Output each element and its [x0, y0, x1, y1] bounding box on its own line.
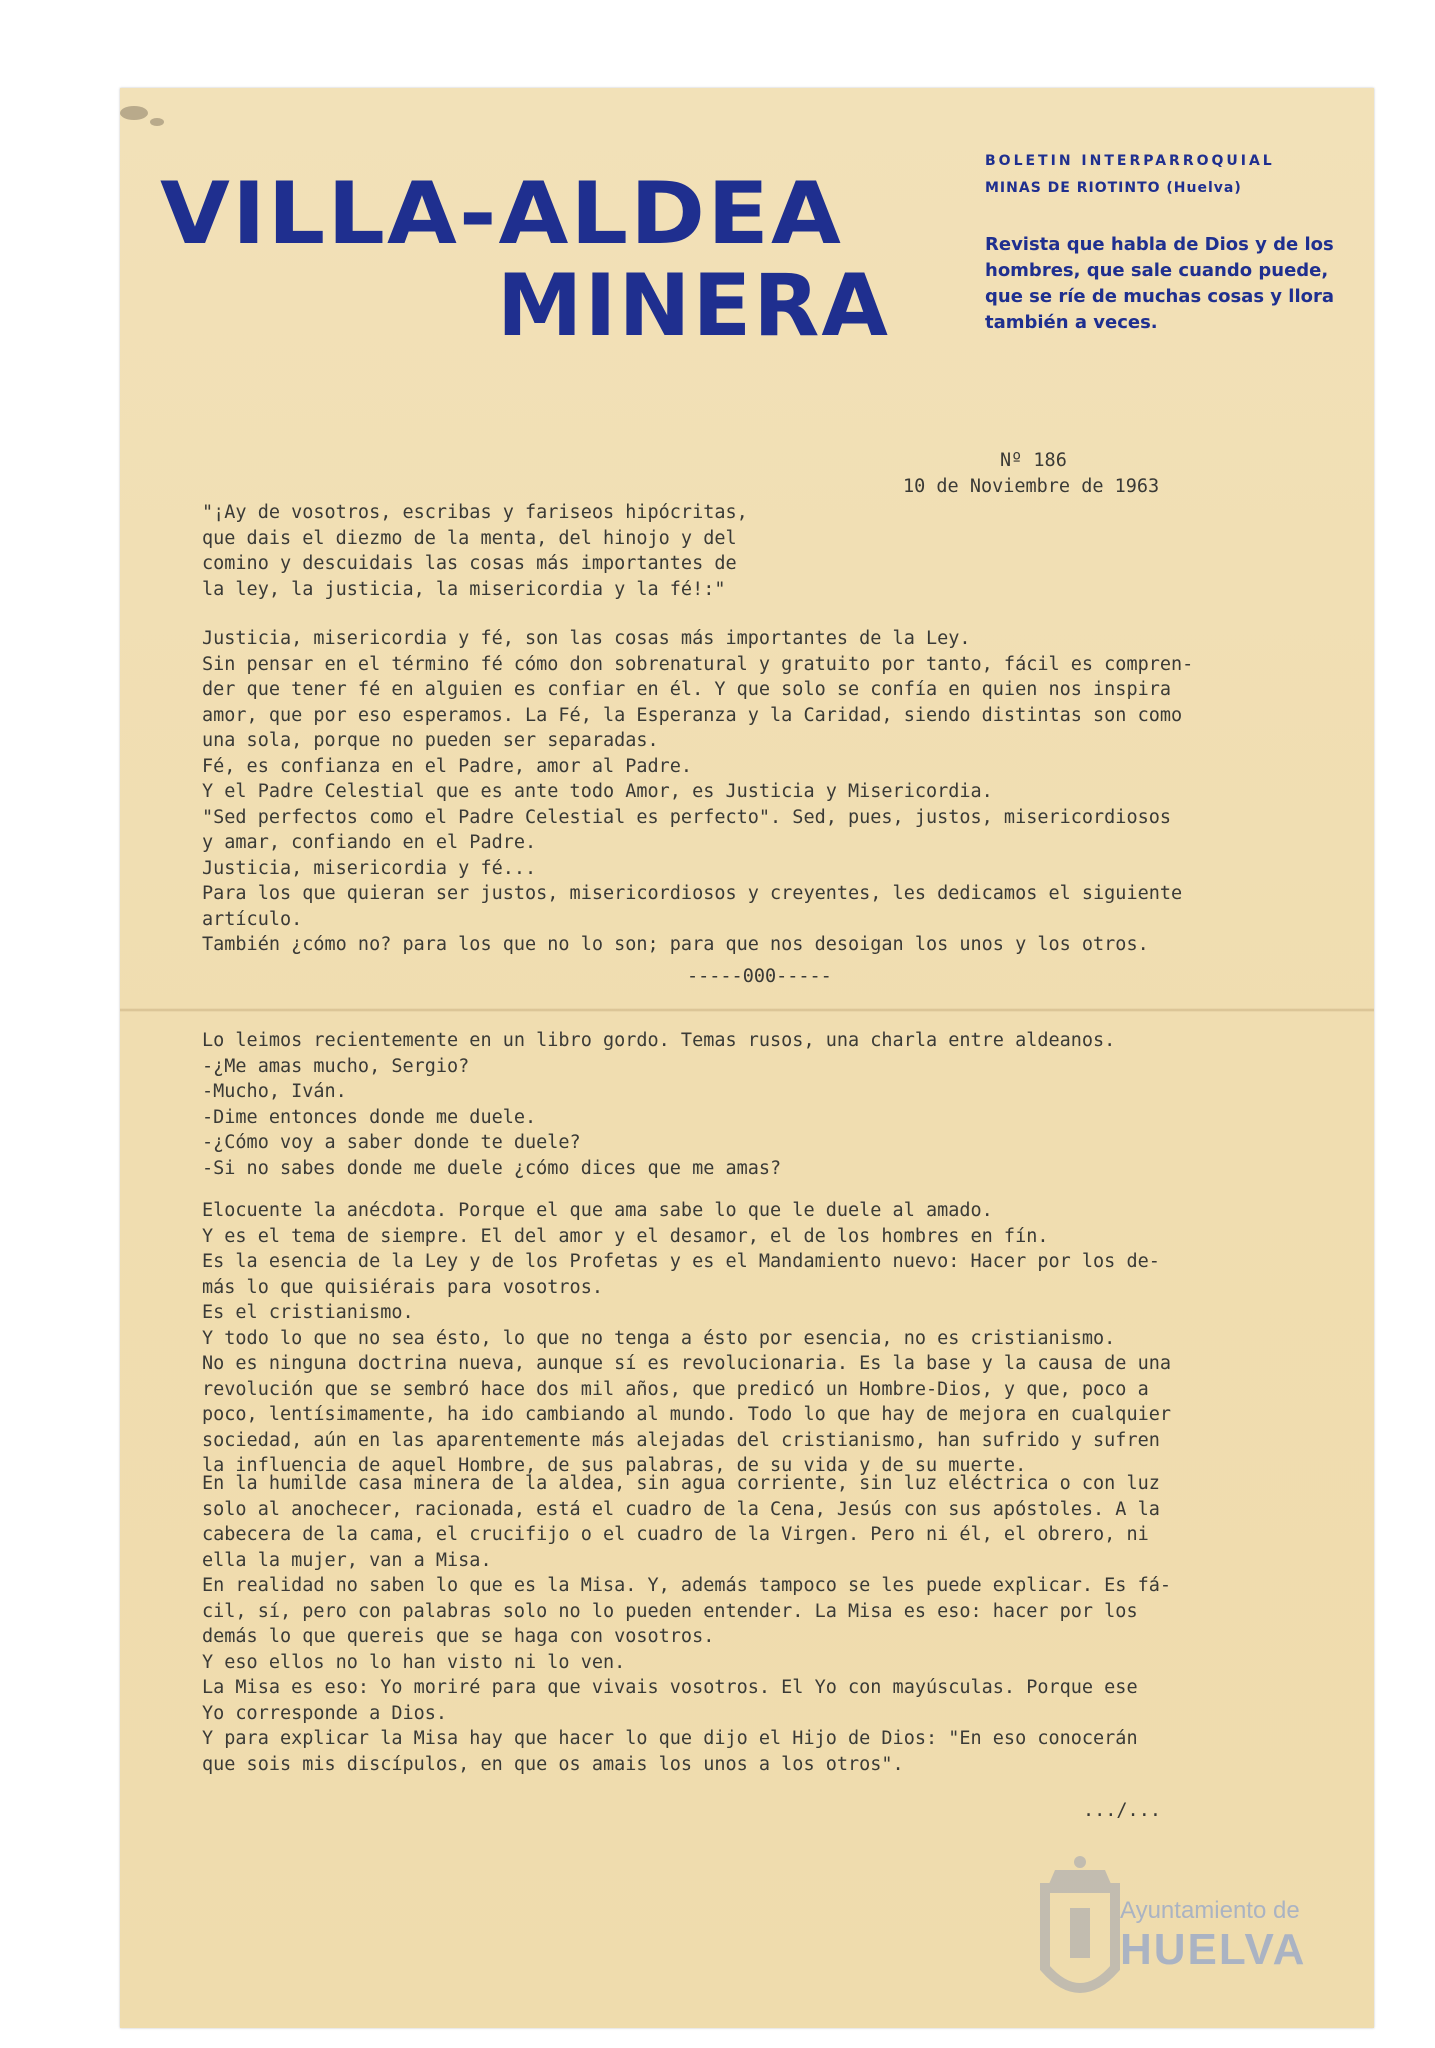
continued-marker: .../...: [1083, 1800, 1161, 1821]
issue-date: 10 de Noviembre de 1963: [903, 476, 1160, 497]
boletin-line-1: BOLETIN INTERPARROQUIAL: [985, 153, 1275, 169]
paragraph-misa: En la humilde casa minera de la aldea, sin agua corriente, sin luz eléctrica o con luz solo al anochecer, racionada, está el cuadro de la Cena, Jesús con sus apóstoles. A la cabecera de la cama, el crucifijo o el cuadro de la Virgen. Pero ni él, el obrero, ni ella la mujer, van a Misa. En realidad no saben lo que es la Misa. Y, además tampoco se les puede explicar. Es fá- cil, sí, pero con palabras solo no lo pueden entender. La Misa es eso: hacer por los demás lo que quereis que se haga con vosotros. Y eso ellos no lo han visto ni lo ven. La Misa es eso: Yo moriré para que vivais vosotros. El Yo con mayúsculas. Porque ese Yo corresponde a Dios. Y para explicar la Misa hay que hacer lo que dijo el Hijo de Dios: "En eso conocerán que sois mis discípulos, en que os amais los unos a los otros".: [202, 1473, 1172, 1775]
paragraph-justicia: Justicia, misericordia y fé, son las cosas más importantes de la Ley. Sin pensar en el término fé cómo don sobrenatural y gratuito por tanto, fácil es compren- der que tener fé en alguien es confiar en él. Y que solo se confía en quien nos inspira amor, que por eso esperamos. La Fé, la Esperanza y la Caridad, siendo distintas son como una sola, porque no pueden ser separadas. Fé, es confianza en el Padre, amor al Padre. Y el Padre Celestial que es ante todo Amor, es Justicia y Misericordia. "Sed perfectos como el Padre Celestial es perfecto". Sed, pues, justos, misericordiosos y amar, confiando en el Padre. Justicia, misericordia y fé... Para los que quieran ser justos, misericordiosos y creyentes, les dedicamos el siguiente artículo. También ¿cómo no? para los que no lo son; para que nos desoigan los unos y los otros.: [202, 628, 1194, 955]
issue-number: Nº 186: [1000, 450, 1067, 471]
boletin-header: [985, 148, 1365, 336]
stain: [150, 118, 164, 126]
paragraph-cristianismo: Elocuente la anécdota. Porque el que ama sabe lo que le duele al amado. Y es el tema de siempre. El del amor y el desamor, el de los hombres en fín. Es la esencia de la Ley y de los Profetas y es el Mandamiento nuevo: Hacer por los de- más lo que quisiérais para vosotros. Es el cristianismo. Y todo lo que no sea ésto, lo que no tenga a ésto por esencia, no es cristianismo. No es ninguna doctrina nueva, aunque sí es revolucionaria. Es la base y la causa de una revolución que se sembró hace dos mil años, que predicó un Hombre-Dios, y que, poco a poco, lentísimamente, ha ido cambiando al mundo. Todo lo que hay de mejora en cualquier sociedad, aún en las aparentemente más alejadas del cristianismo, han sufrido y sufren la influencia de aquel Hombre, de sus palabras, de su vida y de su muerte.: [202, 1200, 1172, 1476]
paragraph-dialogue: Lo leimos recientemente en un libro gordo. Temas rusos, una charla entre aldeanos. -¿Me amas mucho, Sergio? -Mucho, Iván. -Dime entonces donde me duele. -¿Cómo voy a saber donde te duele? -Si no sabes donde me duele ¿cómo dices que me amas?: [202, 1030, 1116, 1179]
paper-fold: [120, 1008, 1374, 1012]
opening-quote: "¡Ay de vosotros, escribas y fariseos hipócritas, que dais el diezmo de la menta, del hinojo y del comino y descuidais las cosas más importantes de la ley, la justicia, la misericordia y la fé!:": [202, 502, 748, 600]
title-line-2: MINERA: [496, 256, 890, 356]
document-page: [120, 88, 1374, 2028]
watermark-line-1: Ayuntamiento de: [1120, 1897, 1300, 1924]
stain: [120, 106, 148, 120]
watermark-line-2: HUELVA: [1120, 1925, 1307, 1974]
watermark: [1120, 1896, 1306, 1974]
section-separator: -----000-----: [687, 966, 832, 987]
magazine-description: Revista que habla de Dios y de los hombres, que sale cuando puede, que se ríe de muchas cosas y llora también a veces.: [985, 234, 1335, 333]
title-line-1: VILLA-ALDEA: [160, 164, 843, 264]
boletin-line-2: MINAS DE RIOTINTO (Huelva): [985, 180, 1242, 196]
masthead-title: [160, 164, 920, 356]
